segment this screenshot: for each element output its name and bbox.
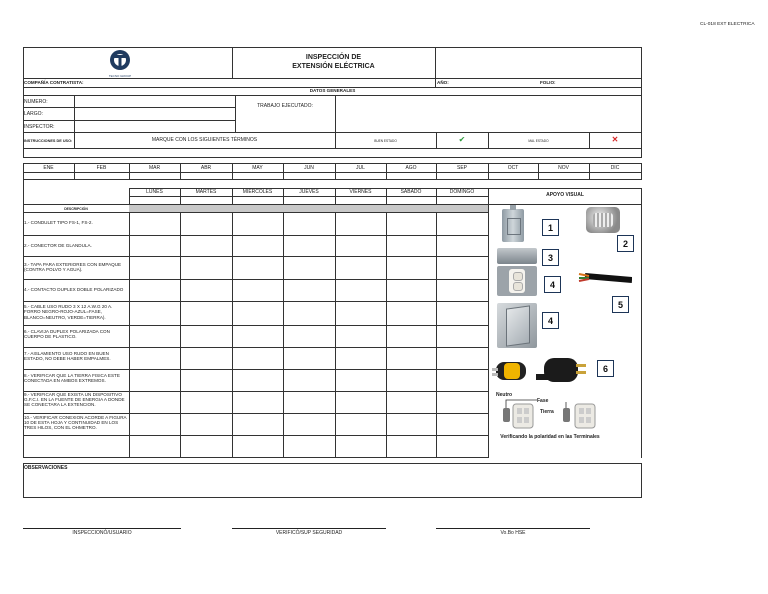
- month-cell: ENE: [43, 165, 54, 171]
- condulet-image: [502, 209, 524, 242]
- month-cell: FEB: [96, 165, 107, 171]
- visual-number: 5: [612, 296, 629, 313]
- year-label: AÑO:: [437, 80, 449, 85]
- check-icon: ✔: [458, 135, 466, 144]
- signature-inspector: INSPECCIONÓ/USUARIO: [72, 530, 132, 536]
- bad-condition-label: MAL ESTADO: [528, 139, 549, 143]
- work-executed-label: TRABAJO EJECUTADO:: [257, 103, 313, 109]
- instructions-text: MARQUE CON LOS SIGUIENTES TÉRMINOS: [151, 137, 258, 143]
- month-cell: MAY: [252, 165, 263, 171]
- grey-band: [129, 205, 488, 212]
- month-cell: ABR: [200, 165, 212, 171]
- neutral-label: Neutro: [496, 392, 513, 398]
- month-cell: DIC: [610, 165, 620, 171]
- day-cell: LUNES: [146, 189, 163, 195]
- day-cell: MARTES: [195, 189, 217, 195]
- month-cell: JUN: [304, 165, 314, 171]
- inspection-item: 2.- CONECTOR DE GLANDULA.: [24, 243, 92, 248]
- inspection-item: 8.- VERIFICAR QUE LA TIERRA FISICA ESTE CONECTADA EN AMBOS EXTREMOS.: [24, 373, 120, 384]
- form-title-line2: EXTENSIÓN ELÉCTRICA: [292, 63, 375, 70]
- visual-number: 6: [597, 360, 614, 377]
- month-cell: AGO: [405, 165, 417, 171]
- outdoor-cover-image: [497, 248, 537, 264]
- observations-label: OBSERVACIONES: [24, 465, 68, 471]
- inspection-item: 7.- AISLAMIENTO USO RUDO EN BUEN ESTADO, NO DEBE HABER EMPALMES.: [24, 351, 111, 362]
- inspection-item: 9.- VERIFICAR QUE EXISTA UN DISPOSITIVO G.F.C.I. EN LA FUENTE DE ENERGIA A DONDE SE CONECTARA LA EXTENCION.: [24, 392, 125, 407]
- inspection-item: 5.- CABLE USO RUDO 3 X 12 A.W.G 20 A. FORRO NEGRO-ROJO-AZUL=FASE, BLANCO=NEUTRO, VERDE=TIERRA).: [24, 304, 113, 320]
- inspection-item: 10.- VERIFICAR CONEXION ACORDE A FIGURA 10 DE ESTA HOJA Y CONTINUIDAD EN LOS TRES HILOS, CON EL OHMETRO.: [24, 415, 127, 430]
- cable-image: [577, 266, 632, 292]
- month-cell: MAR: [148, 165, 161, 171]
- instructions-label: INSTRUCCIONES DE USO:: [24, 139, 73, 143]
- polarity-caption-line1: Verificando la polaridad en las Terminales: [500, 434, 600, 440]
- good-condition-label: BUEN ESTADO: [374, 139, 397, 143]
- form-title-line1: INSPECCIÓN DE: [305, 54, 362, 61]
- visual-number: 4: [542, 312, 559, 329]
- length-label: LARGO:: [24, 111, 43, 117]
- visual-number: 3: [542, 249, 559, 266]
- company-label: COMPAÑÍA CONTRATISTA:: [24, 80, 84, 85]
- signature-line: [436, 528, 590, 529]
- general-data-label: DATOS GENERALES: [309, 88, 356, 93]
- inspection-item: 6.- CLAVIJA DUPLEX POLARIZADA CON CUERPO DE PLASTICO.: [24, 329, 110, 340]
- signature-safety: VERIFICÓ/SUP SEGURIDAD: [275, 530, 343, 536]
- visual-number: 4: [544, 276, 561, 293]
- signature-line: [232, 528, 386, 529]
- ground-label: Tierra: [540, 409, 554, 415]
- day-cell: JUEVES: [299, 189, 319, 195]
- day-cell: VIERNES: [349, 189, 372, 195]
- inspector-label: INSPECTOR:: [24, 124, 55, 130]
- cover-plate-image: [497, 303, 537, 348]
- day-cell: SÁBADO: [400, 189, 422, 195]
- visual-support-label: APOYO VISUAL: [546, 192, 584, 198]
- polarity-test-image: [497, 398, 609, 430]
- day-cell: DOMINGO: [449, 189, 475, 195]
- phase-label: Fase: [537, 398, 549, 404]
- month-cell: NOV: [558, 165, 569, 171]
- cross-icon: ✕: [611, 135, 619, 144]
- visual-number: 2: [617, 235, 634, 252]
- folio-label: FOLIO:: [540, 80, 556, 85]
- logo-caption: TECNO GROUP: [108, 74, 132, 78]
- duplex-outlet-image: [497, 266, 537, 296]
- month-cell: SEP: [456, 165, 467, 171]
- company-logo: [104, 49, 136, 75]
- plug-image: [492, 354, 590, 388]
- month-cell: OCT: [507, 165, 519, 171]
- gland-connector-image: [586, 207, 620, 233]
- inspection-item: 3.- TAPA PARA EXTERIORES CON EMPAQUE (CONTRA POLVO Y AGUA).: [24, 262, 122, 273]
- number-label: NUMERO:: [24, 99, 48, 105]
- document-code: CL-018 EXT ELECTRICA: [700, 22, 755, 27]
- day-cell: MIÉRCOLES: [242, 189, 273, 195]
- month-cell: JUL: [356, 165, 365, 171]
- visual-number: 1: [542, 219, 559, 236]
- description-label: DESCRIPCIÓN: [64, 207, 88, 211]
- inspection-item: 1.- CONDULET TIPO FS-1, FS-2.: [24, 220, 93, 225]
- inspection-item: 4.- CONTACTO DUPLEX DOBLE POLARIZADO: [24, 287, 124, 292]
- signature-line: [23, 528, 181, 529]
- signature-hse: Vo.Bo HSE: [500, 530, 526, 536]
